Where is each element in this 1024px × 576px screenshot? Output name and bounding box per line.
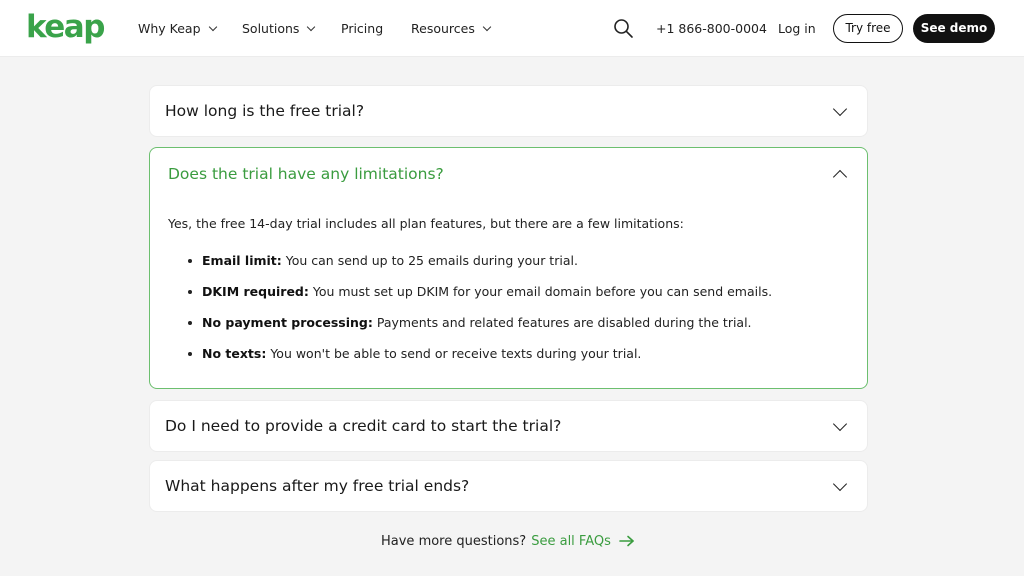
bullet-term: DKIM required: xyxy=(202,284,309,299)
bullet-text: Payments and related features are disabled during the trial. xyxy=(372,315,752,330)
faq-answer-intro: Yes, the free 14-day trial includes all plan features, but there are a few limitations: xyxy=(168,216,684,231)
chevron-down-icon xyxy=(307,23,315,31)
bullet-text: You won't be able to send or receive texts during your trial. xyxy=(266,346,642,361)
chevron-down-icon[interactable] xyxy=(833,417,847,431)
list-item xyxy=(188,314,772,345)
top-navigation xyxy=(0,0,1024,57)
see-demo-button[interactable]: See demo xyxy=(913,14,995,43)
faq-item[interactable] xyxy=(149,400,868,452)
try-free-button[interactable]: Try free xyxy=(833,14,903,43)
bullet-text: You must set up DKIM for your email domain before you can send emails. xyxy=(308,284,773,299)
faq-item-expanded xyxy=(149,147,868,389)
login-link[interactable]: Log in xyxy=(778,21,816,36)
list-item xyxy=(188,252,772,283)
list-item xyxy=(188,283,772,314)
keap-logo[interactable]: keap xyxy=(26,9,104,45)
bullet-text: You can send up to 25 emails during your trial. xyxy=(281,253,578,268)
faq-question[interactable]: Does the trial have any limitations? xyxy=(168,165,444,183)
arrow-right-icon[interactable] xyxy=(619,535,635,547)
bullet-term: Email limit: xyxy=(202,253,282,268)
nav-why-keap[interactable] xyxy=(138,19,216,39)
nav-pricing-label: Pricing xyxy=(341,21,384,36)
nav-solutions-label: Solutions xyxy=(242,21,300,36)
nav-resources-label: Resources xyxy=(411,21,475,36)
bullet-term: No payment processing: xyxy=(202,315,373,330)
see-all-faqs-link[interactable]: See all FAQs xyxy=(531,534,611,549)
faq-item[interactable] xyxy=(149,85,868,137)
chevron-down-icon xyxy=(208,23,216,31)
more-questions-prompt xyxy=(381,532,635,552)
chevron-down-icon[interactable] xyxy=(833,102,847,116)
phone-number-link[interactable]: +1 866-800-0004 xyxy=(656,21,767,36)
faq-question: Do I need to provide a credit card to start the trial? xyxy=(165,417,562,435)
chevron-down-icon xyxy=(483,23,491,31)
nav-why-keap-label: Why Keap xyxy=(138,21,201,36)
chevron-down-icon[interactable] xyxy=(833,477,847,491)
more-questions-text: Have more questions? xyxy=(381,534,527,549)
nav-resources[interactable] xyxy=(411,19,490,39)
chevron-up-icon[interactable] xyxy=(833,170,847,184)
faq-question: How long is the free trial? xyxy=(165,102,365,120)
limitations-list xyxy=(188,252,772,376)
bullet-term: No texts: xyxy=(202,346,267,361)
nav-pricing[interactable] xyxy=(341,19,383,39)
list-item xyxy=(188,345,772,376)
search-icon[interactable] xyxy=(613,18,634,39)
nav-solutions[interactable] xyxy=(242,19,314,39)
faq-question: What happens after my free trial ends? xyxy=(165,477,470,495)
faq-item[interactable] xyxy=(149,460,868,512)
